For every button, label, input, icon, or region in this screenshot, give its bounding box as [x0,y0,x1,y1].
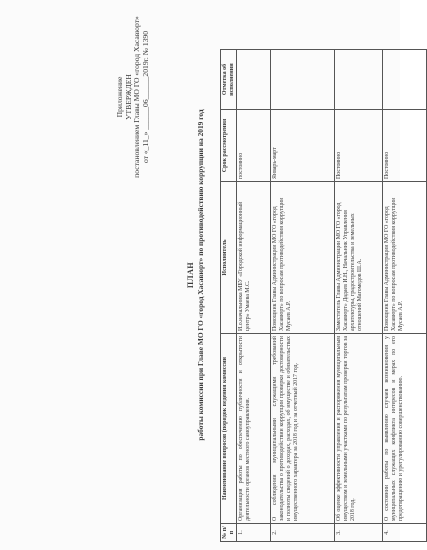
row-term: Постоянно [383,110,427,182]
row-name: Об оценке эффективности управления и распоряжения муниципальным имуществом и земельными участками по результатам проверки торгов за 2018 год. [335,334,383,524]
plan-title [186,40,206,510]
row-number: 1. [237,524,271,542]
row-number: 4. [383,524,427,542]
row-number: 2. [271,524,335,542]
plan-heading: ПЛАН [186,261,195,289]
row-executor: Заместитель Главы Администрации МО ГО «город Хасавюрт» Дадаев И.Н., Начальник Управления архитектуры, градостроительства и земельных отношений Магомедов Ш.А. [335,182,383,334]
row-term: Январь-март [271,110,335,182]
row-name: Организация работы по обеспечению публичности и открытости деятельности органов местного самоуправления. [237,334,271,524]
approval-date-line: от «_11_» ______06______2019г. № 1390 [140,30,150,164]
row-mark [271,50,335,110]
row-mark [383,50,427,110]
header-mark: Отметка об исполнении [221,50,237,110]
row-mark [335,50,383,110]
header-name: Наименование вопросов (порядок ведения комиссии [221,334,237,524]
approval-decree-line: постановлением Главы МО ГО «город Хасавюрт» [132,16,142,178]
plan-table [220,49,427,542]
header-term: Срок рассмотрения [221,110,237,182]
approval-appendix-label: Приложение [115,76,124,118]
table-row [237,50,271,542]
header-executor: Исполнитель [221,182,237,334]
table-row [383,50,427,542]
row-executor: Помощник Главы Администрации МО ГО «город Хасавюрт» по вопросам противодействия коррупции Мусаев А.Р. [383,182,427,334]
row-executor: И.о.начальника МБУ «Городской информационный центр» Умаева М.С. [237,182,271,334]
plan-subheading: работы комиссии при Главе МО ГО «город Хасавюрт» по противодействию коррупции на 2019 год [196,109,205,441]
table-row [271,50,335,542]
row-term: постоянно [237,110,271,182]
row-number: 3. [335,524,383,542]
row-mark [237,50,271,110]
table-header-row [221,50,237,542]
approval-approved-label: УТВЕРЖДЕН [123,74,133,120]
approval-stamp [116,2,150,192]
header-number: № п/п [221,524,237,542]
row-name: О состоянии работы по выявлению случаев возникновения у муниципальных служащих конфликта интересов и мерах по его предотвращению и урегулированию совершенствованию. [383,334,427,524]
row-executor: Помощник Главы Администрации МО ГО «город Хасавюрт» по вопросам противодействия коррупции Мусаев А.Р. [271,182,335,334]
row-term: Постоянно [335,110,383,182]
table-row [335,50,383,542]
row-name: О соблюдении муниципальными служащими требований законодательства о противодействии коррупции проверки достоверности и полноты сведений о доходах, расходах, об имуществе и обязательствах имущественного характера за 2018 год и за отчетный 2017 год. [271,334,335,524]
